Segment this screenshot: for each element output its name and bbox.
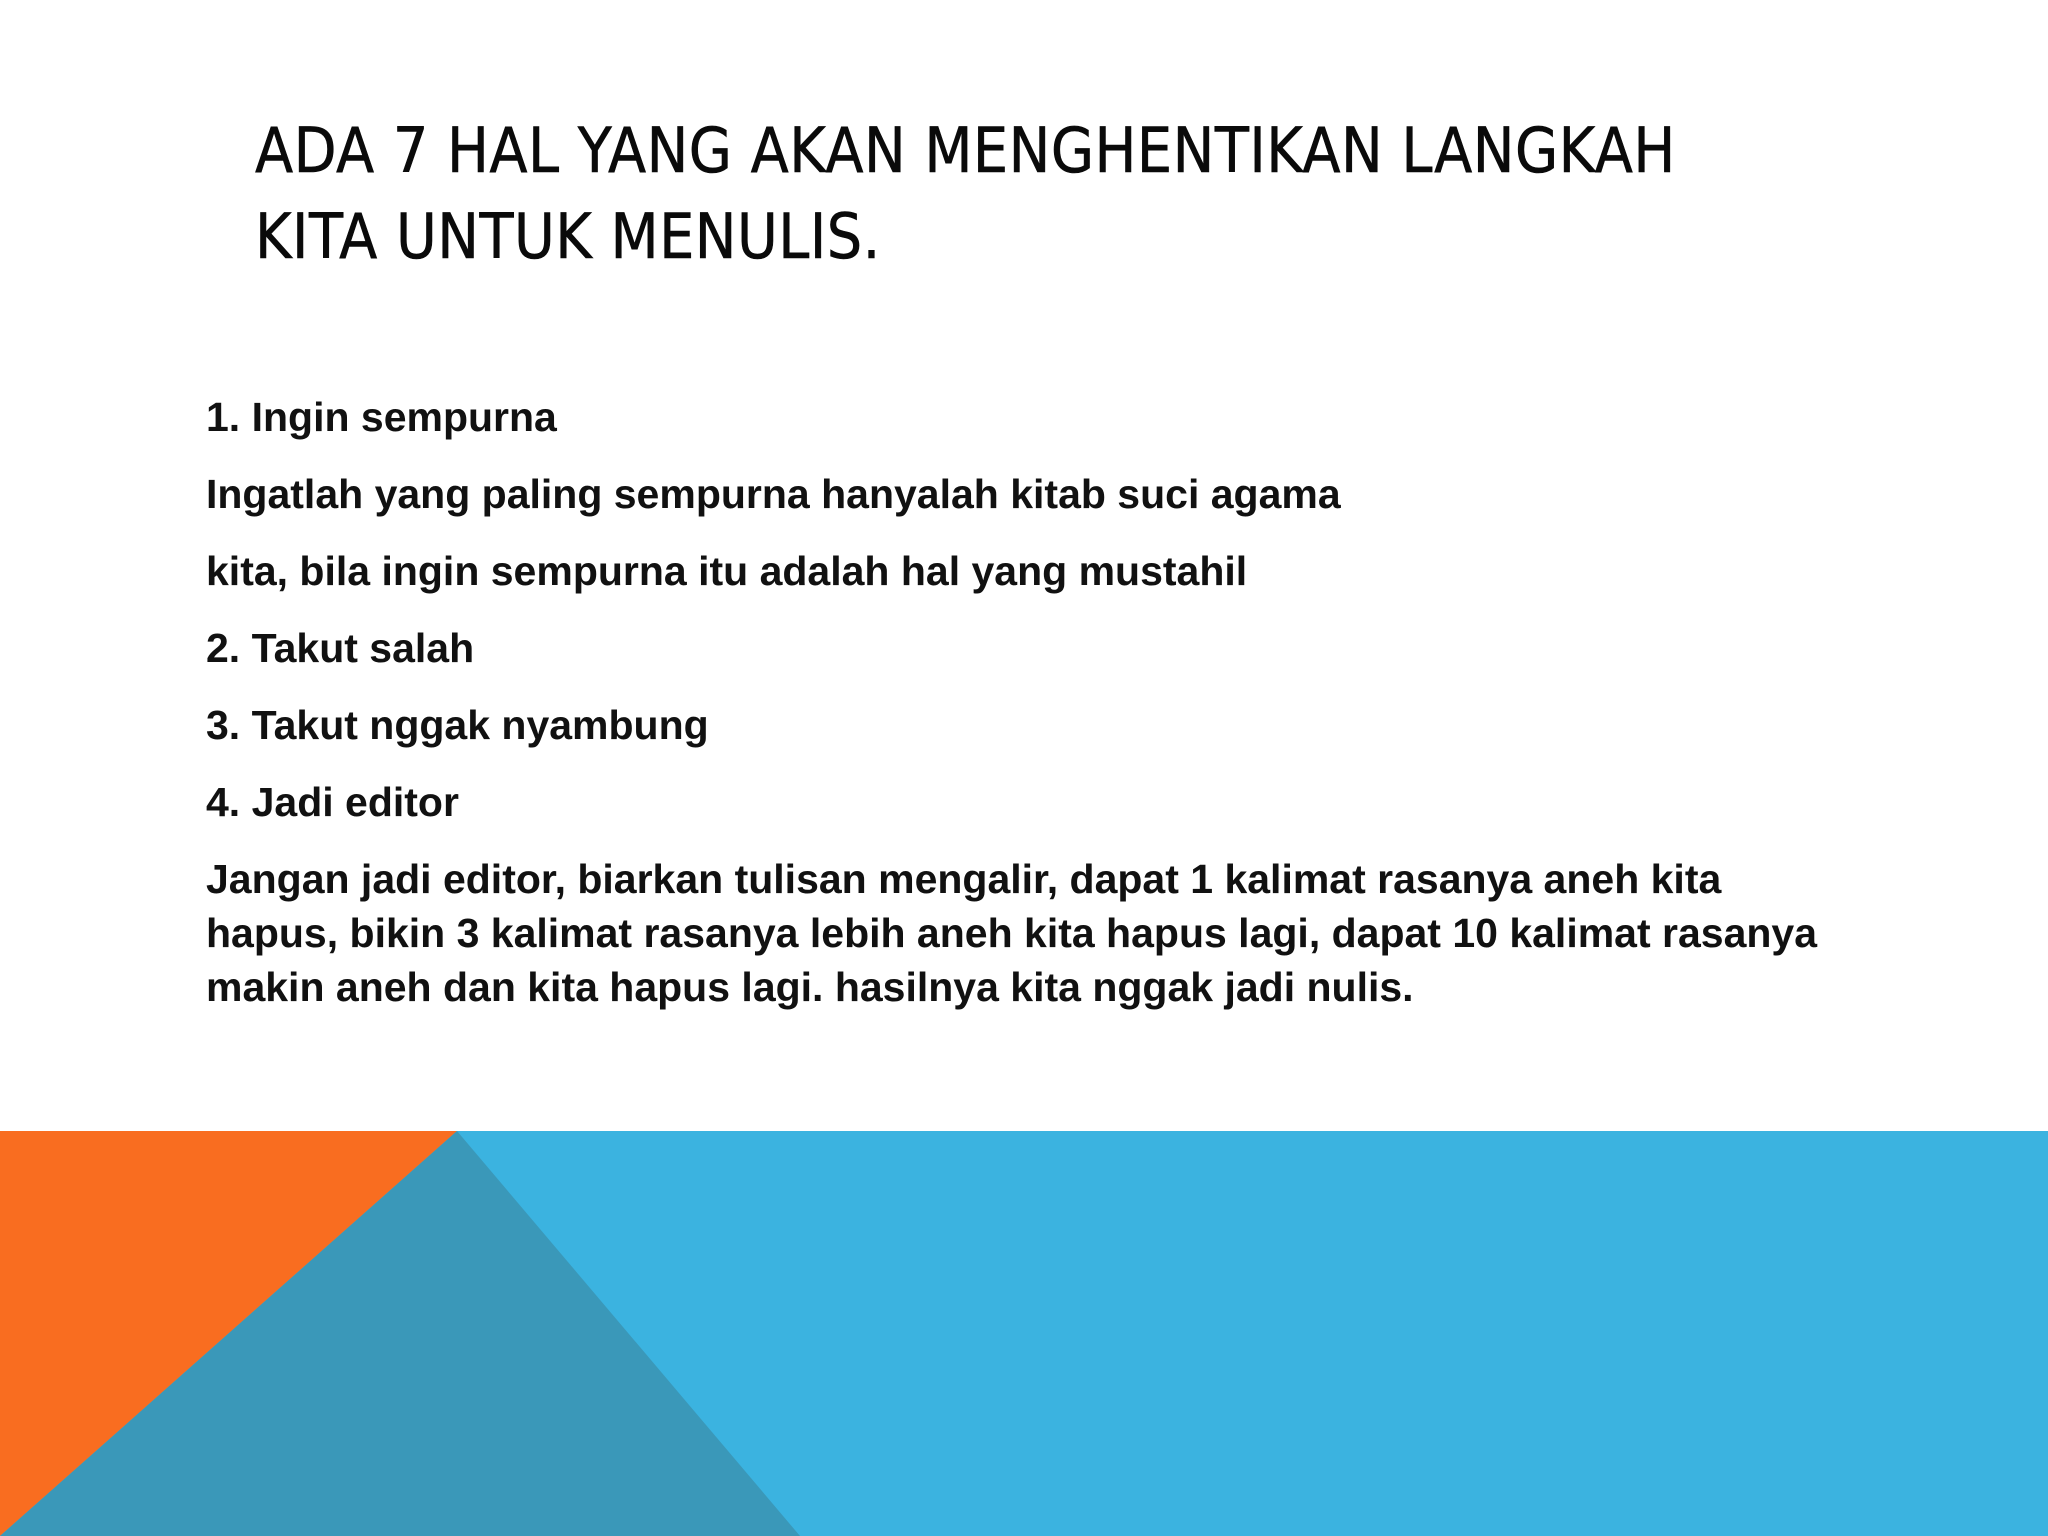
body-paragraph-4: 2. Takut salah [206,625,475,671]
body-paragraph-7: Jangan jadi editor, biarkan tulisan mengalir, dapat 1 kalimat rasanya aneh kita hapus, bikin 3 kalimat rasanya lebih aneh kita hapus lagi, dapat 10 kalimat rasanya makin aneh dan kita hapus lagi. hasilnya kita nggak jadi nulis. [206,856,1818,1010]
footer-shapes [0,1131,2048,1536]
footer-graphic [0,1131,2048,1536]
body-paragraph-3: kita, bila ingin sempurna itu adalah hal yang mustahil [206,548,1248,594]
body-paragraph-6: 4. Jadi editor [206,779,459,825]
slide-body [206,390,1846,1036]
body-paragraph-1: 1. Ingin sempurna [206,394,557,440]
body-paragraph-5: 3. Takut nggak nyambung [206,702,709,748]
slide-title: ADA 7 HAL YANG AKAN MENGHENTIKAN LANGKAH KITA UNTUK MENULIS. [255,114,1676,273]
body-paragraph-2: Ingatlah yang paling sempurna hanyalah kitab suci agama [206,471,1341,517]
